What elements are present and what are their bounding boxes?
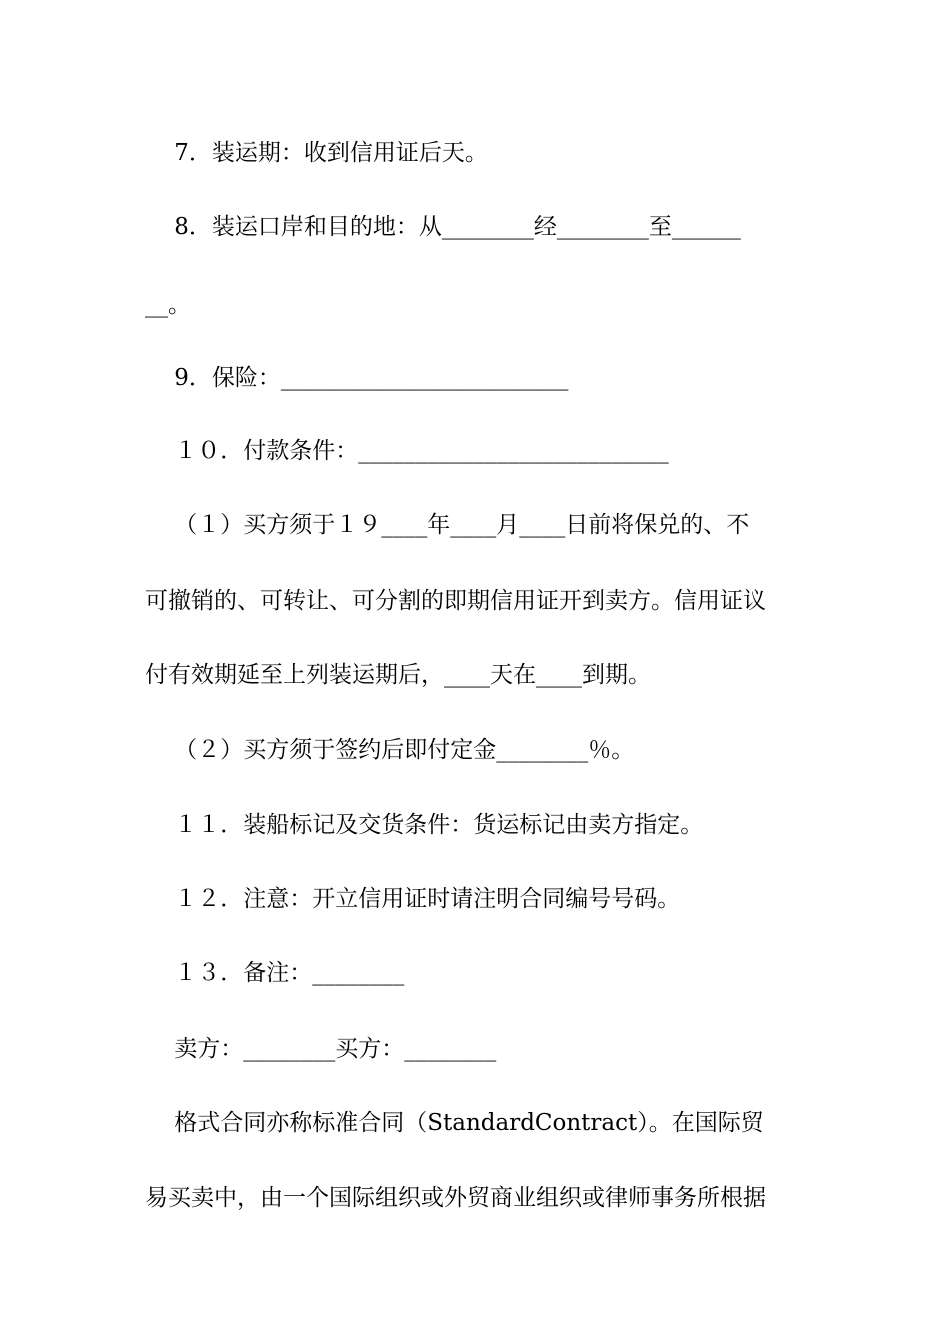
clause-9-insurance: 9．保险：_________________________ (145, 365, 569, 391)
clause-10-payment-terms: １０．付款条件：___________________________ (145, 438, 669, 464)
clause-11-shipping-marks: １１．装船标记及交货条件：货运标记由卖方指定。 (145, 812, 704, 838)
standard-contract-paragraph-line-1: 格式合同亦称标准合同（StandardContract）。在国际贸 (145, 1110, 764, 1136)
clause-10-1-line-1: （１）买方须于１９____年____月____日前将保兑的、不 (145, 512, 750, 538)
clause-10-1-line-2: 可撤销的、可转让、可分割的即期信用证开到卖方。信用证议 (145, 588, 766, 614)
clause-8-ports-line-1: 8．装运口岸和目的地：从________经________至______ (145, 214, 741, 240)
clause-13-remarks: １３．备注：________ (145, 960, 405, 986)
signature-seller-buyer: 卖方：________买方：________ (145, 1036, 497, 1062)
clause-10-1-line-3: 付有效期延至上列装运期后，____天在____到期。 (145, 662, 651, 688)
clause-10-2-deposit: （２）买方须于签约后即付定金________％。 (145, 737, 635, 763)
clause-12-note: １２．注意：开立信用证时请注明合同编号号码。 (145, 886, 681, 912)
clause-8-ports-line-2: __。 (145, 292, 191, 318)
standard-contract-paragraph-line-2: 易买卖中，由一个国际组织或外贸商业组织或律师事务所根据 (145, 1185, 766, 1211)
clause-7-shipment-period: 7．装运期：收到信用证后天。 (145, 140, 488, 166)
